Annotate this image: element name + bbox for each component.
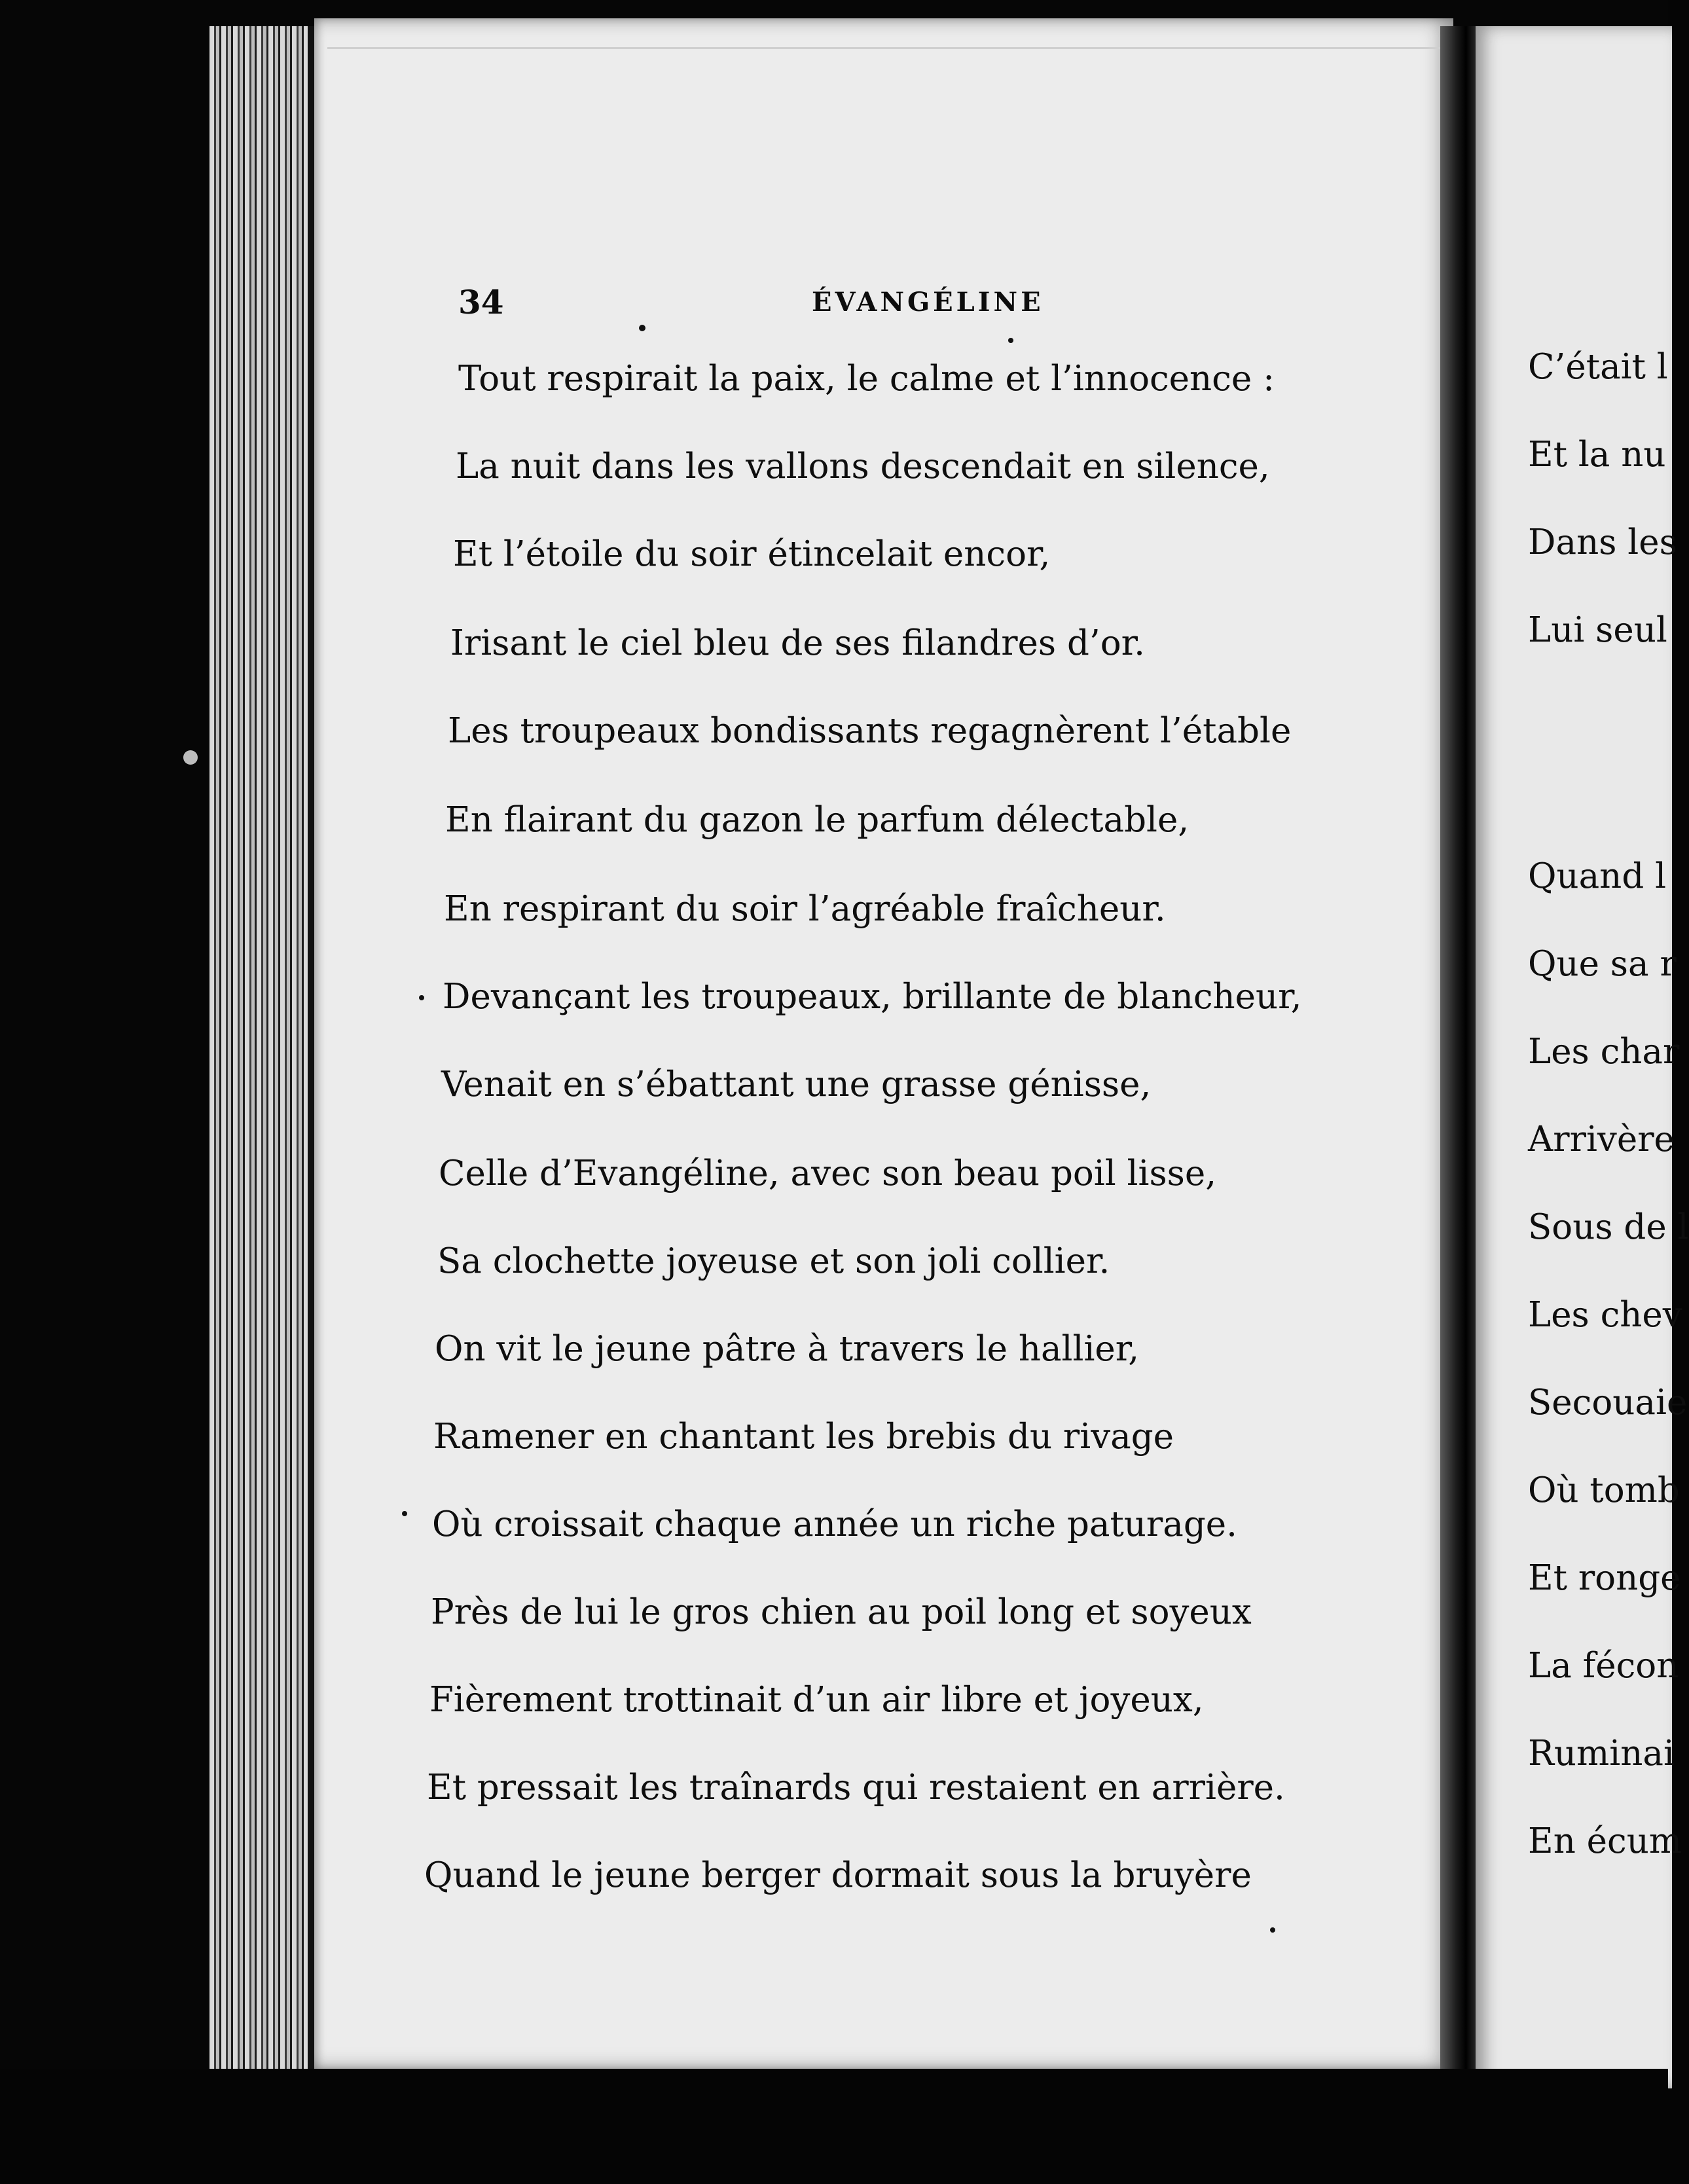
verse-line-2: La nuit dans les vallons descendait en silence, <box>456 446 1270 486</box>
verse-line-6: En flairant du gazon le parfum délectable, <box>445 800 1190 840</box>
verse-line-12: On vit le jeune pâtre à travers le hallier, <box>435 1329 1140 1369</box>
verse-line-4: Irisant le ciel bleu de ses filandres d’or. <box>450 623 1145 663</box>
facing-line-8: Arrivère <box>1528 1119 1675 1159</box>
facing-line-1: C’était l <box>1528 347 1668 387</box>
verse-line-8: Devançant les troupeaux, brillante de blancheur, <box>443 977 1302 1017</box>
book-gutter <box>1440 26 1477 2082</box>
facing-line-10: Les chev <box>1528 1295 1682 1335</box>
facing-line-6: Que sa r <box>1528 944 1677 984</box>
facing-line-11: Secouaie <box>1528 1383 1688 1423</box>
facing-line-13: Et ronge <box>1528 1558 1681 1598</box>
verse-line-9: Venait en s’ébattant une grasse génisse, <box>441 1065 1152 1104</box>
facing-line-16: En écum <box>1528 1821 1682 1861</box>
scan-speck <box>419 995 424 1000</box>
facing-line-14: La fécon <box>1528 1646 1679 1686</box>
facing-line-15: Ruminai <box>1528 1734 1675 1774</box>
verse-line-18: Quand le jeune berger dormait sous la bruyère <box>424 1855 1252 1895</box>
facing-line-7: Les char <box>1528 1032 1680 1072</box>
verse-line-15: Près de lui le gros chien au poil long et soyeux <box>431 1592 1252 1632</box>
page-edges <box>209 26 321 2069</box>
verse-line-1: Tout respirait la paix, le calme et l’innocence : <box>458 359 1275 399</box>
facing-line-3: Dans les <box>1528 522 1677 562</box>
page-header <box>458 283 1375 329</box>
scan-background <box>0 2069 1668 2184</box>
verse-line-14: Où croissait chaque année un riche paturage. <box>432 1504 1237 1544</box>
verse-line-13: Ramener en chantant les brebis du rivage <box>433 1417 1174 1457</box>
running-title: ÉVANGÉLINE <box>812 287 1044 318</box>
facing-line-5: Quand l <box>1528 856 1667 896</box>
scan-speck <box>1270 1927 1275 1933</box>
facing-line-9: Sous de l <box>1528 1207 1689 1247</box>
facing-line-12: Où tomb <box>1528 1470 1680 1510</box>
verse-line-7: En respirant du soir l’agréable fraîcheur. <box>444 889 1166 929</box>
scan-speck <box>183 750 198 765</box>
verse-line-17: Et pressait les traînards qui restaient en arrière. <box>427 1768 1285 1808</box>
page-number: 34 <box>458 283 504 321</box>
facing-line-2: Et la nu <box>1528 435 1666 475</box>
verse-line-11: Sa clochette joyeuse et son joli collier. <box>437 1241 1110 1281</box>
facing-line-4: Lui seul <box>1528 610 1667 650</box>
scan-speck <box>1008 338 1013 343</box>
verse-line-10: Celle d’Evangéline, avec son beau poil lisse, <box>439 1154 1217 1193</box>
verse-line-3: Et l’étoile du soir étincelait encor, <box>453 534 1051 574</box>
verse-line-16: Fièrement trottinait d’un air libre et joyeux, <box>429 1680 1204 1720</box>
scan-speck <box>639 325 645 331</box>
scan-speck <box>402 1511 407 1516</box>
verse-line-5: Les troupeaux bondissants regagnèrent l’étable <box>448 711 1292 751</box>
